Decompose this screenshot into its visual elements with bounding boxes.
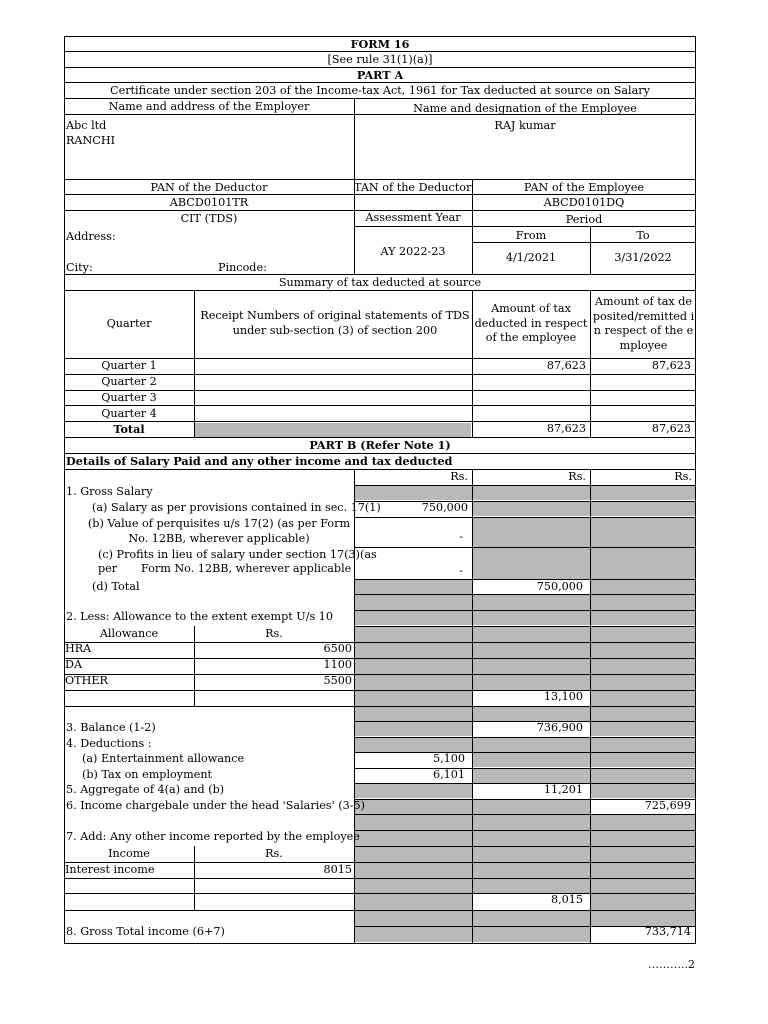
shaded-cell — [591, 691, 695, 706]
perquisites-value: - — [459, 530, 463, 543]
form-title: FORM 16 — [350, 37, 410, 51]
summary-col-deposited: Amount of tax deposited/remitted in respect of the employee — [592, 295, 695, 352]
summary-total-deposited: 87,623 — [651, 422, 691, 435]
balance-value: 736,900 — [536, 721, 583, 734]
grid-line — [354, 642, 696, 643]
page-marker: ………..2 — [648, 958, 695, 971]
shaded-cell — [355, 831, 472, 846]
rs-header-2: Rs. — [568, 470, 586, 483]
rs-header-1: Rs. — [450, 470, 468, 483]
grid-line — [695, 36, 696, 944]
grid-line — [64, 51, 696, 52]
shaded-cell — [473, 847, 590, 862]
shaded-cell — [591, 722, 695, 736]
form16-sheet — [64, 36, 696, 944]
allowance-name: DA — [65, 658, 83, 671]
allowance-amount: 1100 — [323, 658, 352, 671]
grid-line — [64, 274, 696, 275]
grid-line — [64, 98, 696, 99]
chargeable-value: 725,699 — [644, 799, 691, 812]
shaded-cell — [355, 863, 472, 878]
shaded-cell — [355, 879, 472, 894]
gross-total-label: 8. Gross Total income (6+7) — [66, 925, 225, 938]
shaded-cell — [591, 548, 695, 579]
shaded-cell — [591, 502, 695, 516]
shaded-cell — [473, 879, 590, 894]
tax-employment-value: 6,101 — [432, 768, 465, 781]
shaded-cell — [591, 707, 695, 722]
shaded-cell — [473, 831, 590, 846]
shaded-cell — [355, 722, 472, 736]
shaded-cell — [355, 894, 472, 910]
allowance-col-label: Allowance — [99, 627, 159, 640]
part-a-title: PART A — [356, 68, 404, 82]
quarter-label: Quarter 4 — [101, 407, 157, 420]
shaded-cell — [355, 707, 472, 722]
grid-line — [354, 846, 696, 847]
shaded-cell — [591, 643, 695, 658]
profits-value: - — [459, 564, 463, 577]
salary-17-1-label: (a) Salary as per provisions contained in sec. 17(1) — [92, 501, 381, 514]
grid-line — [64, 290, 696, 291]
grid-line — [64, 36, 65, 944]
shaded-cell — [473, 769, 590, 783]
grid-line — [354, 594, 696, 595]
less-allowance-label: 2. Less: Allowance to the extent exempt U/s 10 — [66, 610, 334, 623]
entertainment-label: (a) Entertainment allowance — [82, 752, 245, 765]
allowance-total: 13,100 — [543, 690, 583, 703]
grid-line — [64, 405, 696, 406]
shaded-cell — [473, 643, 590, 658]
shaded-cell — [473, 518, 590, 547]
employer-city: RANCHI — [66, 134, 116, 147]
shaded-cell — [355, 927, 472, 942]
grid-line — [354, 517, 696, 518]
employee-label: Name and designation of the Employee — [413, 102, 637, 115]
grid-line — [64, 690, 355, 691]
shaded-cell — [473, 548, 590, 579]
grid-line — [354, 862, 696, 863]
allowance-name: OTHER — [65, 674, 108, 687]
shaded-cell — [473, 753, 590, 767]
shaded-cell — [473, 863, 590, 878]
grid-line — [354, 878, 696, 879]
shaded-cell — [591, 784, 695, 798]
gross-total-value: 733,714 — [644, 925, 691, 938]
shaded-cell — [591, 894, 695, 910]
shaded-cell — [591, 518, 695, 547]
allowance-amount: 5500 — [323, 674, 352, 687]
form-rule: [See rule 31(1)(a)] — [327, 53, 433, 66]
shaded-cell — [473, 675, 590, 690]
salary-17-1-value: 750,000 — [421, 501, 468, 514]
shaded-cell — [195, 423, 471, 437]
employer-name: Abc ltd — [66, 119, 107, 132]
pan-employee-label: PAN of the Employee — [523, 181, 645, 194]
cit-label: CIT (TDS) — [180, 212, 238, 225]
income-col-label: Income — [108, 847, 150, 860]
profits-label-2a: per — [98, 562, 118, 575]
shaded-cell — [591, 486, 695, 500]
shaded-cell — [355, 847, 472, 862]
grid-line — [64, 706, 355, 707]
salary-total-value: 750,000 — [536, 580, 583, 593]
summary-col-receipt: Receipt Numbers of original statements of TDS under sub-section (3) of section 200 — [200, 309, 470, 337]
quarter-deposited: 87,623 — [651, 359, 691, 372]
grid-line — [354, 814, 696, 815]
part-b-subtitle: Details of Salary Paid and any other income and tax deducted — [66, 454, 453, 468]
shaded-cell — [591, 769, 695, 783]
grid-line — [354, 485, 696, 486]
pan-deductor-label: PAN of the Deductor — [150, 181, 268, 194]
grid-line — [354, 658, 696, 659]
grid-line — [64, 943, 696, 944]
shaded-cell — [473, 659, 590, 674]
shaded-cell — [591, 738, 695, 752]
shaded-cell — [355, 580, 472, 594]
chargeable-label: 6. Income chargebale under the head 'Salaries' (3-5) — [66, 799, 366, 812]
shaded-cell — [355, 675, 472, 690]
shaded-cell — [591, 863, 695, 878]
grid-line — [354, 674, 696, 675]
grid-line — [354, 706, 696, 707]
summary-col-quarter: Quarter — [106, 317, 152, 330]
shaded-cell — [591, 595, 695, 610]
pan-employee: ABCD0101DQ — [543, 196, 625, 209]
grid-line — [64, 878, 355, 879]
other-income-label: 7. Add: Any other income reported by the employee — [66, 830, 360, 843]
cit-pincode-label: Pincode: — [218, 261, 267, 274]
period-to: 3/31/2022 — [614, 251, 672, 264]
shaded-cell — [473, 611, 590, 625]
shaded-cell — [355, 659, 472, 674]
shaded-cell — [355, 595, 472, 610]
salary-total-label: (d) Total — [92, 580, 140, 593]
grid-line — [354, 830, 696, 831]
grid-line — [64, 893, 355, 894]
shaded-cell — [473, 815, 590, 830]
shaded-cell — [591, 611, 695, 625]
shaded-cell — [473, 927, 590, 942]
gross-salary-label: 1. Gross Salary — [66, 485, 153, 498]
grid-line — [64, 82, 696, 83]
tax-employment-label: (b) Tax on employment — [82, 768, 213, 781]
certificate-text: Certificate under section 203 of the Income-tax Act, 1961 for Tax deducted at source on Salary — [110, 84, 650, 97]
grid-line — [64, 910, 355, 911]
income-amount: 8015 — [323, 863, 352, 876]
allowance-amount: 6500 — [323, 642, 352, 655]
shaded-cell — [473, 502, 590, 516]
cit-city-label: City: — [66, 261, 93, 274]
grid-line — [354, 737, 696, 738]
shaded-cell — [473, 738, 590, 752]
rs-header-3: Rs. — [674, 470, 692, 483]
shaded-cell — [473, 486, 590, 500]
part-b-title: PART B (Refer Note 1) — [309, 438, 451, 452]
period-from-label: From — [515, 229, 547, 242]
shaded-cell — [355, 815, 472, 830]
shaded-cell — [355, 627, 472, 642]
perquisites-label: (b) Value of perquisites u/s 17(2) (as per Form No. 12BB, wherever applicable) — [87, 517, 351, 545]
profits-label-1: (c) Profits in lieu of salary under section 17(3)(as — [98, 548, 377, 561]
shaded-cell — [591, 911, 695, 926]
employee-name: RAJ kumar — [494, 119, 556, 132]
cit-address-label: Address: — [66, 230, 116, 243]
allowance-col-rs: Rs. — [265, 627, 283, 640]
shaded-cell — [591, 580, 695, 594]
pan-deductor: ABCD0101TR — [169, 196, 249, 209]
shaded-cell — [473, 911, 590, 926]
grid-line — [354, 910, 696, 911]
shaded-cell — [591, 753, 695, 767]
shaded-cell — [591, 675, 695, 690]
quarter-label: Quarter 3 — [101, 391, 157, 404]
other-income-total: 8,015 — [550, 893, 583, 906]
summary-total-deducted: 87,623 — [546, 422, 586, 435]
shaded-cell — [355, 486, 472, 500]
shaded-cell — [591, 879, 695, 894]
assessment-year-label: Assessment Year — [365, 211, 461, 224]
period-to-label: To — [636, 229, 650, 242]
entertainment-value: 5,100 — [432, 752, 465, 765]
shaded-cell — [355, 643, 472, 658]
aggregate-value: 11,201 — [543, 783, 583, 796]
shaded-cell — [355, 800, 472, 814]
shaded-cell — [355, 784, 472, 798]
grid-line — [354, 547, 696, 548]
income-name: Interest income — [65, 863, 155, 876]
shaded-cell — [473, 800, 590, 814]
profits-label-2b: Form No. 12BB, wherever applicable — [141, 562, 352, 575]
summary-total-label: Total — [113, 422, 145, 436]
allowance-name: HRA — [65, 642, 92, 655]
period-label: Period — [565, 213, 603, 226]
shaded-cell — [591, 659, 695, 674]
tan-deductor-label: TAN of the Deductor — [354, 181, 472, 194]
grid-line — [194, 290, 195, 438]
shaded-cell — [591, 815, 695, 830]
shaded-cell — [355, 611, 472, 625]
shaded-cell — [473, 595, 590, 610]
shaded-cell — [355, 691, 472, 706]
shaded-cell — [473, 627, 590, 642]
shaded-cell — [355, 738, 472, 752]
assessment-year: AY 2022-23 — [380, 245, 446, 258]
period-from: 4/1/2021 — [505, 251, 557, 264]
shaded-cell — [591, 627, 695, 642]
grid-line — [354, 626, 696, 627]
shaded-cell — [473, 707, 590, 722]
summary-col-deducted: Amount of tax deducted in respect of the employee — [474, 302, 588, 344]
summary-title: Summary of tax deducted at source — [278, 276, 482, 289]
employer-label: Name and address of the Employer — [108, 100, 310, 113]
shaded-cell — [355, 911, 472, 926]
income-col-rs: Rs. — [265, 847, 283, 860]
grid-line — [354, 610, 696, 611]
quarter-label: Quarter 2 — [101, 375, 157, 388]
shaded-cell — [591, 847, 695, 862]
grid-line — [64, 179, 696, 180]
quarter-label: Quarter 1 — [101, 359, 157, 372]
deductions-label: 4. Deductions : — [66, 737, 152, 750]
shaded-cell — [591, 831, 695, 846]
aggregate-label: 5. Aggregate of 4(a) and (b) — [66, 783, 225, 796]
balance-label: 3. Balance (1-2) — [66, 721, 156, 734]
quarter-deducted: 87,623 — [546, 359, 586, 372]
